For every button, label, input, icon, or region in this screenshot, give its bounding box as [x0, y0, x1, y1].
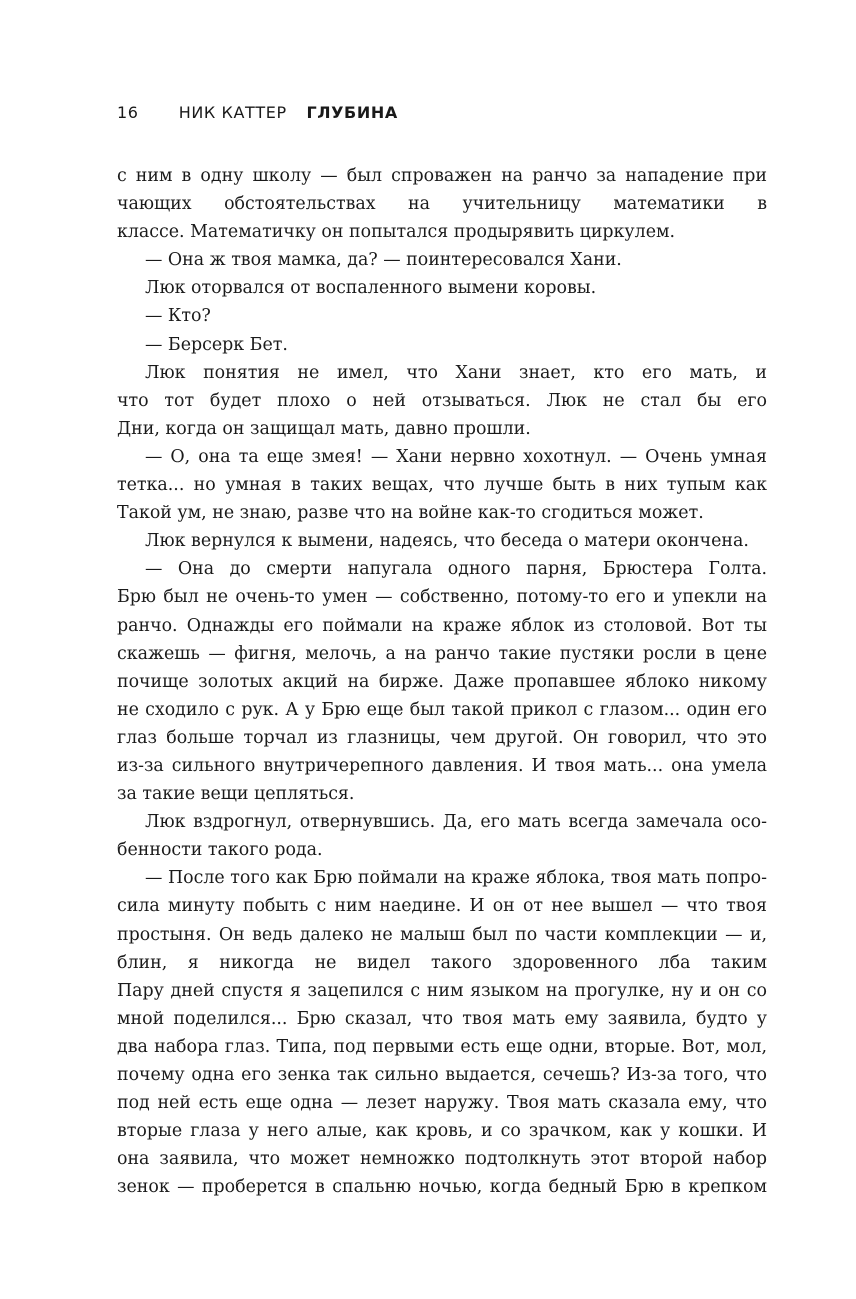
text-line: Люк понятия не имел, что Хани знает, кто его мать, и [145, 362, 767, 383]
text-line: под ней есть еще одна — лезет наружу. Твоя мать сказала ему, что [117, 1093, 767, 1114]
text-line: Люк вздрогнул, отвернувшись. Да, его мать всегда замечала осо- [145, 812, 767, 833]
text-line: не сходило с рук. А у Брю еще был такой прикол с глазом... один его [117, 699, 767, 720]
text-line: Дни, когда он защищал мать, давно прошли. [117, 418, 531, 439]
running-head [117, 103, 398, 122]
author-name: НИК КАТТЕР [178, 103, 287, 122]
text-line: чающих обстоятельствах на учительницу математики в [117, 194, 767, 215]
text-line: блин, я никогда не видел такого здоровенного лба таким [117, 952, 767, 973]
text-line: Люк оторвался от воспаленного вымени коровы. [145, 278, 597, 299]
text-line: Брю был не очень-то умен — собственно, потому-то его и упекли на [117, 587, 767, 608]
text-line: простыня. Он ведь далеко не малыш был по части комплекции — и, [117, 924, 767, 945]
text-line: — Она до смерти напугала одного парня, Брюстера Голта. [145, 559, 767, 580]
page-number: 16 [117, 103, 139, 122]
body-text [117, 162, 767, 1201]
book-title: ГЛУБИНА [306, 103, 398, 122]
text-line: — Берсерк Бет. [145, 334, 288, 355]
text-line: бенности такого рода. [117, 840, 323, 861]
text-line: Такой ум, не знаю, разве что на войне как-то сгодиться может. [117, 503, 704, 524]
text-line: вторые глаза у него алые, как кровь, и со зрачком, как у кошки. И [117, 1121, 767, 1142]
text-line: зенок — проберется в спальню ночью, когда бедный Брю в крепком [117, 1177, 767, 1198]
text-line: с ним в одну школу — был спроважен на ранчо за нападение при [117, 166, 767, 186]
text-line: глаз больше торчал из глазницы, чем другой. Он говорил, что это [117, 727, 767, 748]
text-line: — Она ж твоя мамка, да? — поинтересовался Хани. [145, 250, 622, 271]
text-line: ранчо. Однажды его поймали на краже яблок из столовой. Вот ты [117, 615, 767, 636]
text-line: за такие вещи цепляться. [117, 784, 355, 805]
text-line: мной поделился... Брю сказал, что твоя мать ему заявила, будто у [117, 1008, 767, 1029]
text-line: скажешь — фигня, мелочь, а на ранчо такие пустяки росли в цене [117, 643, 767, 664]
text-line: из-за сильного внутричерепного давления. И твоя мать... она умела [117, 755, 767, 776]
text-line: — О, она та еще змея! — Хани нервно хохотнул. — Очень умная [145, 446, 767, 467]
text-line: Пару дней спустя я зацепился с ним языком на прогулке, ну и он со [117, 980, 767, 1001]
text-line: она заявила, что может немножко подтолкнуть этот второй набор [117, 1149, 767, 1170]
text-line: почище золотых акций на бирже. Даже пропавшее яблоко никому [117, 671, 767, 692]
text-line: Люк вернулся к вымени, надеясь, что беседа о матери окончена. [145, 531, 749, 552]
text-line: — После того как Брю поймали на краже яблока, твоя мать попро- [145, 868, 767, 889]
text-line: два набора глаз. Типа, под первыми есть еще одни, вторые. Вот, мол, [117, 1036, 767, 1057]
text-line: — Кто? [145, 306, 211, 327]
text-line: классе. Математичку он попытался продырявить циркулем. [117, 222, 676, 243]
text-line: сила минуту побыть с ним наедине. И он от нее вышел — что твоя [117, 896, 767, 917]
text-line: почему одна его зенка так сильно выдается, сечешь? Из-за того, что [117, 1065, 767, 1085]
text-line: тетка... но умная в таких вещах, что лучше быть в них тупым как [117, 475, 767, 496]
text-line: что тот будет плохо о ней отзываться. Люк не стал бы его [117, 390, 767, 411]
